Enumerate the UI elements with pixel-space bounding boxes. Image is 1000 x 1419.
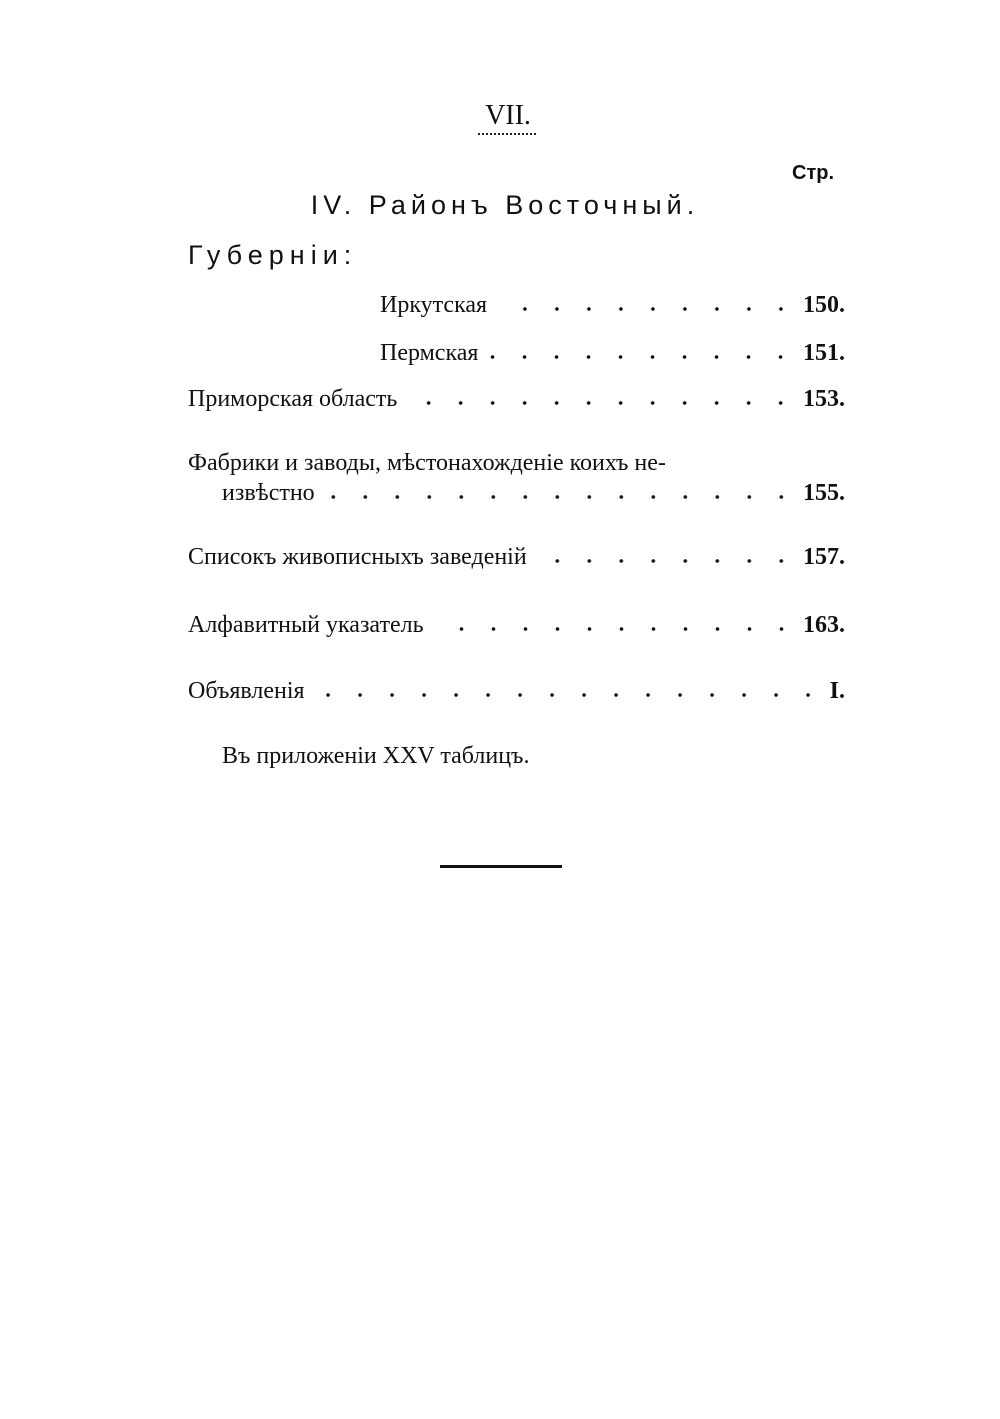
toc-label: Алфавитный указатель <box>188 612 424 638</box>
toc-entry <box>380 338 845 368</box>
end-rule <box>440 865 562 868</box>
section-title: IV. Районъ Восточный. <box>310 190 700 220</box>
toc-entry <box>188 542 845 572</box>
toc-entry <box>188 676 845 706</box>
toc-page: 150. <box>803 292 845 318</box>
dot-leader <box>497 306 797 312</box>
page-number: VII. <box>485 100 531 131</box>
toc-entry <box>188 384 845 414</box>
toc-label: Иркутская <box>380 292 488 318</box>
toc-page: 157. <box>803 544 845 570</box>
toc-label: Списокъ живописныхъ заведеній <box>188 544 527 570</box>
dot-leader <box>434 626 797 632</box>
toc-page: I. <box>829 678 845 704</box>
toc-entry <box>380 290 845 320</box>
toc-label: извѣстно <box>222 480 315 506</box>
dot-leader <box>407 400 797 406</box>
toc-page: 153. <box>803 386 845 412</box>
dot-leader <box>325 494 797 500</box>
toc-page: 163. <box>803 612 845 638</box>
toc-label-line1: Фабрики и заводы, мѣстонахожденіе коихъ не- <box>188 450 666 476</box>
dot-leader <box>488 354 797 360</box>
toc-entry <box>188 610 845 640</box>
dot-leader <box>537 558 797 564</box>
dot-leader <box>315 692 824 698</box>
toc-label: Объявленія <box>188 678 305 704</box>
subheading: Губерніи: <box>188 240 358 270</box>
page-column-header: Стр. <box>792 162 835 184</box>
toc-label: Приморская область <box>188 386 398 412</box>
folio-underline <box>478 133 536 135</box>
toc-page: 155. <box>803 480 845 506</box>
toc-page: 151. <box>803 340 845 366</box>
appendix-note: Въ приложеніи XXV таблицъ. <box>222 743 530 769</box>
toc-label: Пермская <box>380 340 479 366</box>
toc-entry <box>222 478 845 508</box>
